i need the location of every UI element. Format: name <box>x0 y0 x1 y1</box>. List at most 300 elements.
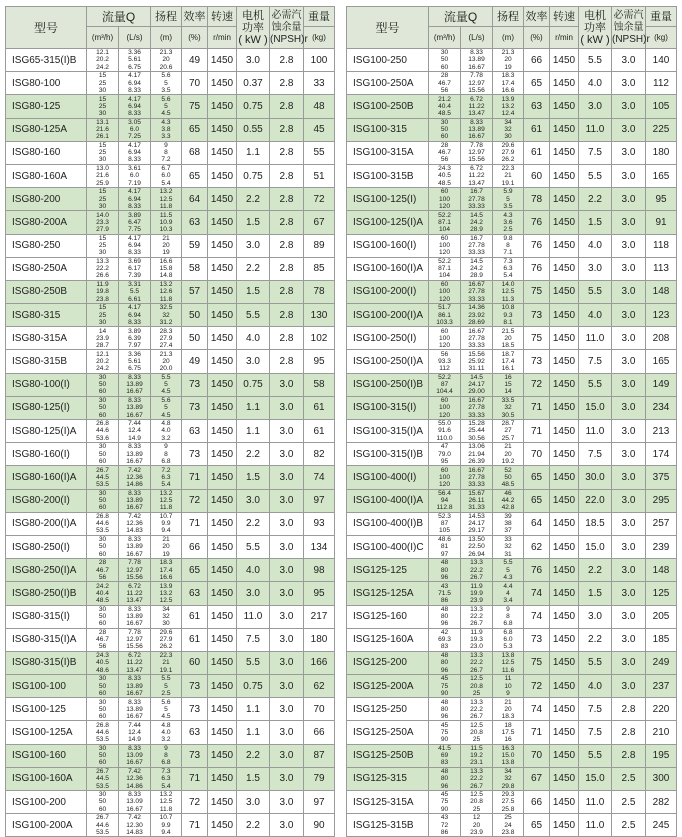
speed-cell: 1450 <box>550 141 579 164</box>
flow-m3h-cell-value: 46.7 <box>438 149 451 157</box>
flow-m3h-cell-value: 13.3 <box>96 257 109 265</box>
flow-m3h-cell-value: 94 <box>440 497 449 505</box>
head-cell <box>493 211 524 234</box>
flow-ls-cell <box>461 744 493 767</box>
head-cell-value: 11.3 <box>501 295 515 303</box>
flow-m3h-cell <box>87 814 119 837</box>
head-cell <box>151 396 182 419</box>
flow-m3h-cell-value: 80 <box>440 775 449 783</box>
head-cell-value: 42.8 <box>501 504 515 512</box>
flow-m3h-cell-value: 90 <box>440 736 449 744</box>
motor-power-cell: 1.5 <box>579 582 612 605</box>
flow-ls-cell-value: 27.78 <box>468 288 485 296</box>
flow-m3h-cell <box>87 698 119 721</box>
flow-ls-cell-value: 22.2 <box>470 659 483 667</box>
model-cell: ISG100-200 <box>6 791 87 814</box>
head-cell-value: 50 <box>504 473 512 481</box>
head-cell-value: 30 <box>504 133 512 141</box>
flow-m3h-cell-value: 69.3 <box>438 636 451 644</box>
efficiency-cell: 73 <box>182 373 208 396</box>
speed-cell: 1450 <box>208 767 237 790</box>
flow-m3h-cell-value: 40.4 <box>96 589 109 597</box>
model-cell: ISG80-315(I)A <box>6 628 87 651</box>
table-row <box>6 327 335 350</box>
flow-ls-cell <box>119 72 151 95</box>
flow-ls-cell-value: 8.33 <box>128 156 141 164</box>
flow-m3h-cell-value: 30 <box>98 536 107 544</box>
npsh-cell: 3.0 <box>270 791 304 814</box>
efficiency-cell: 76 <box>524 211 550 234</box>
model-cell: ISG125-125A <box>347 582 429 605</box>
flow-ls-cell-value: 6.39 <box>128 334 141 342</box>
flow-m3h-cell <box>429 651 461 674</box>
head-cell <box>493 814 524 837</box>
head-cell <box>493 489 524 512</box>
flow-ls-cell-value: 8.33 <box>128 373 141 381</box>
table-row <box>6 211 335 234</box>
table-row <box>347 512 677 535</box>
flow-m3h-cell-value: 96 <box>440 620 449 628</box>
flow-ls-cell-value: 29.17 <box>468 527 485 535</box>
flow-ls-cell-value: 14.53 <box>468 513 485 521</box>
model-cell: ISG100-315(I)A <box>347 420 429 443</box>
motor-power-cell: 5.5 <box>579 49 612 72</box>
head-cell-value: 5.4 <box>503 272 513 280</box>
flow-ls-cell-value: 12.97 <box>126 636 143 644</box>
head-cell <box>493 698 524 721</box>
flow-m3h-cell-value: 30 <box>98 249 107 257</box>
flow-m3h-cell <box>87 466 119 489</box>
head-cell <box>151 489 182 512</box>
head-cell-value: 9.8 <box>503 234 513 242</box>
efficiency-cell: 73 <box>524 350 550 373</box>
table-row <box>347 628 677 651</box>
speed-cell: 1450 <box>550 118 579 141</box>
weight-cell: 208 <box>646 327 677 350</box>
motor-power-cell: 4.0 <box>579 72 612 95</box>
speed-cell: 1450 <box>550 791 579 814</box>
npsh-cell: 3.0 <box>612 675 646 698</box>
head-cell <box>493 535 524 558</box>
table-row <box>6 582 335 605</box>
model-cell: ISG100-250 <box>347 49 429 72</box>
flow-m3h-cell-value: 81 <box>440 543 449 551</box>
flow-ls-cell-value: 22.50 <box>468 543 485 551</box>
weight-cell: 220 <box>646 698 677 721</box>
efficiency-cell: 57 <box>182 280 208 303</box>
weight-cell: 245 <box>646 814 677 837</box>
table-row <box>347 698 677 721</box>
head-cell-value: 8.1 <box>503 318 513 326</box>
flow-ls-cell-value: 23.9 <box>470 597 483 604</box>
table-row <box>347 234 677 257</box>
table-row <box>6 512 335 535</box>
head-cell-value: 3.4 <box>503 597 513 604</box>
flow-m3h-cell <box>429 721 461 744</box>
flow-ls-cell-value: 12.30 <box>126 821 143 829</box>
head-cell-value: 19 <box>162 550 170 558</box>
flow-m3h-cell-value: 71.5 <box>438 589 451 597</box>
flow-m3h-cell-value: 22.2 <box>96 265 109 273</box>
efficiency-cell: 49 <box>182 350 208 373</box>
table-row <box>347 767 677 790</box>
flow-m3h-cell <box>87 791 119 814</box>
flow-ls-cell-value: 26.7 <box>470 782 483 790</box>
efficiency-cell: 63 <box>182 582 208 605</box>
efficiency-cell: 65 <box>182 164 208 187</box>
head-cell-value: 32 <box>504 543 512 551</box>
flow-m3h-cell-value: 40.5 <box>96 659 109 667</box>
speed-cell: 1450 <box>208 304 237 327</box>
npsh-cell: 3.0 <box>612 257 646 280</box>
flow-ls-cell-value: 4.17 <box>128 234 141 242</box>
head-cell-value: 4.5 <box>161 110 171 118</box>
flow-m3h-cell-value: 80 <box>440 705 449 713</box>
head-cell-value: 17.4 <box>501 79 515 87</box>
speed-cell: 1450 <box>550 559 579 582</box>
flow-m3h-cell-value: 30 <box>98 156 107 164</box>
head-cell <box>493 466 524 489</box>
model-cell: ISG100-160(I)A <box>347 257 429 280</box>
head-cell <box>493 118 524 141</box>
head-cell-value: 32 <box>162 311 170 319</box>
efficiency-cell: 73 <box>182 698 208 721</box>
flow-ls-cell-value: 15.56 <box>468 350 485 358</box>
speed-cell: 1450 <box>550 651 579 674</box>
flow-ls-cell-value: 12.97 <box>468 149 485 157</box>
flow-ls-cell-value: 13.3 <box>470 605 483 613</box>
flow-ls-cell <box>461 280 493 303</box>
weight-cell: 102 <box>304 327 335 350</box>
flow-ls-cell-value: 25 <box>472 805 481 813</box>
head-cell-value: 7.2 <box>161 466 171 474</box>
motor-power-cell: 1.5 <box>237 767 270 790</box>
motor-power-cell: 2.2 <box>579 188 612 211</box>
flow-m3h-cell-value: 50 <box>98 404 107 412</box>
head-cell-value: 25 <box>504 814 512 822</box>
head-cell-value: 18.3 <box>159 559 173 567</box>
flow-m3h-cell-value: 50 <box>440 126 449 134</box>
flow-ls-cell-value: 13.47 <box>468 110 485 118</box>
speed-cell: 1450 <box>208 72 237 95</box>
speed-cell: 1450 <box>208 327 237 350</box>
flow-m3h-cell-value: 52.2 <box>438 211 451 219</box>
head-cell <box>493 257 524 280</box>
head-cell-value: 3.6 <box>503 218 513 226</box>
table-row <box>347 489 677 512</box>
table-row <box>6 466 335 489</box>
motor-power-cell: 2.2 <box>579 628 612 651</box>
model-cell: ISG80-315(I)B <box>6 651 87 674</box>
head-cell <box>493 420 524 443</box>
flow-m3h-cell-value: 72 <box>440 821 449 829</box>
flow-m3h-cell-value: 75 <box>440 798 449 806</box>
flow-ls-cell-value: 27.78 <box>468 195 485 203</box>
flow-m3h-cell-value: 23.9 <box>96 334 109 342</box>
flow-m3h-cell <box>429 420 461 443</box>
flow-ls-cell-value: 13.47 <box>468 179 485 187</box>
flow-ls-cell-value: 16.67 <box>126 689 143 697</box>
flow-ls-cell-value: 6.72 <box>128 582 141 590</box>
npsh-cell: 2.8 <box>612 698 646 721</box>
npsh-cell: 3.0 <box>612 164 646 187</box>
head-cell-value: 8 <box>506 612 510 620</box>
speed-cell: 1450 <box>550 211 579 234</box>
model-cell: ISG65-315(I)B <box>6 49 87 72</box>
flow-m3h-cell-value: 96 <box>440 666 449 674</box>
npsh-cell: 3.0 <box>612 211 646 234</box>
head-cell-value: 5.9 <box>503 188 513 196</box>
head-cell <box>151 304 182 327</box>
weight-cell: 61 <box>304 396 335 419</box>
flow-ls-cell-value: 22.2 <box>470 612 483 620</box>
model-cell: ISG80-125A <box>6 118 87 141</box>
head-cell <box>151 164 182 187</box>
flow-ls-cell-value: 15.56 <box>468 86 485 94</box>
head-cell-value: 28.7 <box>501 420 515 428</box>
flow-ls-cell-value: 16.67 <box>126 759 143 767</box>
table-row <box>6 559 335 582</box>
flow-ls-cell-value: 23.92 <box>468 311 485 319</box>
flow-m3h-cell-value: 50 <box>440 56 449 64</box>
head-cell-value: 27.9 <box>159 636 173 644</box>
motor-power-cell: 4.0 <box>579 304 612 327</box>
flow-ls-cell-value: 16.7 <box>470 234 483 242</box>
flow-ls-cell-value: 6.17 <box>128 265 141 273</box>
flow-m3h-cell-value: 86.1 <box>438 311 451 319</box>
motor-power-cell: 3.0 <box>237 582 270 605</box>
efficiency-cell: 61 <box>524 118 550 141</box>
table-row <box>347 443 677 466</box>
flow-ls-cell-value: 23.1 <box>470 759 483 767</box>
flow-ls-cell <box>461 396 493 419</box>
motor-power-cell: 22.0 <box>579 489 612 512</box>
flow-ls-cell <box>119 95 151 118</box>
weight-cell: 79 <box>304 767 335 790</box>
flow-m3h-cell <box>429 628 461 651</box>
flow-m3h-cell-value: 44.5 <box>96 775 109 783</box>
model-cell: ISG100-315B <box>347 164 429 187</box>
flow-m3h-cell-value: 30 <box>98 202 107 210</box>
head-cell-value: 18.3 <box>501 712 515 720</box>
npsh-cell: 3.0 <box>612 141 646 164</box>
flow-ls-cell-value: 14.86 <box>126 481 143 489</box>
flow-m3h-cell-value: 104 <box>438 272 450 280</box>
speed-cell: 1450 <box>208 49 237 72</box>
flow-ls-cell-value: 8.33 <box>128 249 141 257</box>
motor-power-cell: 3.0 <box>237 350 270 373</box>
head-cell-value: 7.1 <box>503 249 513 257</box>
flow-m3h-cell-value: 23.8 <box>96 295 109 303</box>
table-row <box>6 234 335 257</box>
weight-cell: 180 <box>304 628 335 651</box>
weight-cell: 140 <box>646 49 677 72</box>
flow-ls-cell-value: 19.3 <box>470 636 483 644</box>
table-row <box>347 791 677 814</box>
head-cell-value: 21 <box>504 443 512 451</box>
head-cell-value: 8 <box>506 241 510 249</box>
head-cell-value: 32 <box>504 404 512 412</box>
flow-ls-cell <box>119 304 151 327</box>
speed-cell: 1450 <box>208 489 237 512</box>
flow-ls-cell-value: 13.3 <box>470 652 483 660</box>
efficiency-cell: 75 <box>524 327 550 350</box>
npsh-cell: 3.0 <box>270 721 304 744</box>
motor-power-cell: 3.0 <box>579 605 612 628</box>
flow-m3h-cell-value: 25 <box>98 241 107 249</box>
head-cell-value: 33 <box>504 536 512 544</box>
model-cell: ISG100-125(I)A <box>347 211 429 234</box>
flow-ls-cell-value: 8.33 <box>128 443 141 451</box>
flow-m3h-cell-value: 48.6 <box>96 666 109 674</box>
efficiency-cell: 64 <box>524 512 550 535</box>
flow-m3h-cell-value: 12.1 <box>96 49 109 57</box>
efficiency-cell: 70 <box>524 443 550 466</box>
flow-ls-cell <box>119 327 151 350</box>
head-cell-value: 30.5 <box>501 411 515 419</box>
model-cell: ISG80-200 <box>6 188 87 211</box>
flow-m3h-cell-value: 60 <box>98 388 107 396</box>
header-eff-unit: (%) <box>524 27 550 49</box>
flow-ls-cell-value: 7.75 <box>128 226 141 233</box>
weight-cell: 90 <box>304 814 335 837</box>
speed-cell: 1450 <box>208 628 237 651</box>
flow-m3h-cell-value: 23.3 <box>96 218 109 226</box>
flow-ls-cell-value: 20 <box>472 821 481 829</box>
flow-m3h-cell-value: 19.8 <box>96 288 109 296</box>
head-cell <box>151 49 182 72</box>
flow-m3h-cell-value: 11.9 <box>96 281 109 289</box>
head-cell-value: 31.2 <box>159 318 173 326</box>
flow-ls-cell-value: 15.28 <box>468 420 485 428</box>
flow-ls-cell-value: 7.44 <box>128 721 141 729</box>
table-row <box>6 95 335 118</box>
model-cell: ISG100-125A <box>6 721 87 744</box>
table-row <box>347 814 677 837</box>
motor-power-cell: 1.5 <box>579 211 612 234</box>
head-cell-value: 12.6 <box>159 288 173 296</box>
flow-ls-cell-value: 23.0 <box>470 643 483 651</box>
flow-m3h-cell-value: 25 <box>98 149 107 157</box>
flow-ls-cell-value: 11.9 <box>470 582 483 590</box>
model-cell: ISG80-160 <box>6 141 87 164</box>
npsh-cell: 3.0 <box>270 512 304 535</box>
model-cell: ISG80-160A <box>6 164 87 187</box>
flow-m3h-cell-value: 26.7 <box>96 814 109 822</box>
flow-m3h-cell <box>429 118 461 141</box>
head-cell <box>151 605 182 628</box>
flow-ls-cell <box>461 49 493 72</box>
npsh-cell: 3.0 <box>612 304 646 327</box>
head-cell-value: 18.5 <box>501 341 515 349</box>
speed-cell: 1450 <box>550 49 579 72</box>
table-row <box>6 721 335 744</box>
npsh-cell: 3.0 <box>270 605 304 628</box>
efficiency-cell: 73 <box>182 443 208 466</box>
motor-power-cell: 30.0 <box>579 466 612 489</box>
flow-m3h-cell-value: 44.6 <box>96 821 109 829</box>
flow-ls-cell-value: 8.33 <box>128 791 141 799</box>
table-row <box>347 350 677 373</box>
flow-m3h-cell-value: 53.6 <box>96 434 109 442</box>
flow-ls-cell-value: 16.67 <box>468 133 485 141</box>
head-cell-value: 16.1 <box>501 365 515 373</box>
flow-ls-cell-value: 7.42 <box>128 466 141 474</box>
head-cell-value: 4.0 <box>161 728 171 736</box>
head-cell-value: 17.4 <box>501 357 515 365</box>
head-cell-value: 15 <box>504 381 512 389</box>
speed-cell: 1450 <box>550 582 579 605</box>
efficiency-cell: 50 <box>182 304 208 327</box>
flow-ls-cell-value: 7.44 <box>128 420 141 428</box>
flow-ls-cell-value: 5.5 <box>129 288 140 296</box>
weight-cell: 51 <box>304 164 335 187</box>
flow-m3h-cell <box>87 257 119 280</box>
model-cell: ISG125-125 <box>347 559 429 582</box>
flow-m3h-cell <box>87 559 119 582</box>
efficiency-cell: 70 <box>182 72 208 95</box>
head-cell-value: 5.6 <box>161 72 171 80</box>
head-cell <box>493 164 524 187</box>
head-cell-value: 2.5 <box>503 226 513 233</box>
flow-ls-cell-value: 13.89 <box>126 682 143 690</box>
flow-ls-cell-value: 6.0 <box>129 172 140 180</box>
table-row <box>347 721 677 744</box>
header-weight-unit: (kg) <box>646 27 677 49</box>
table-row <box>347 188 677 211</box>
flow-ls-cell-value: 22.2 <box>470 566 483 574</box>
head-cell <box>493 582 524 605</box>
npsh-cell: 2.8 <box>270 327 304 350</box>
flow-ls-cell-value: 4.17 <box>128 72 141 80</box>
flow-m3h-cell-value: 30 <box>98 373 107 381</box>
motor-power-cell: 4.0 <box>579 675 612 698</box>
head-cell-value: 10.8 <box>501 304 515 312</box>
head-cell <box>151 512 182 535</box>
flow-ls-cell-value: 33.33 <box>468 202 485 210</box>
flow-m3h-cell-value: 100 <box>438 288 450 296</box>
flow-ls-cell-value: 13.09 <box>126 798 143 806</box>
flow-m3h-cell-value: 90 <box>440 805 449 813</box>
table-row <box>6 420 335 443</box>
flow-m3h-cell-value: 25 <box>98 311 107 319</box>
head-cell-value: 29.3 <box>501 791 515 799</box>
flow-ls-cell-value: 25.92 <box>468 357 485 365</box>
model-cell: ISG80-200A <box>6 211 87 234</box>
speed-cell: 1450 <box>550 698 579 721</box>
flow-ls-cell <box>119 651 151 674</box>
flow-m3h-cell-value: 44.6 <box>96 520 109 528</box>
flow-m3h-cell <box>429 791 461 814</box>
flow-ls-cell-value: 13.89 <box>126 612 143 620</box>
flow-ls-cell-value: 8.33 <box>470 49 483 57</box>
head-cell <box>493 327 524 350</box>
head-cell-value: 3.2 <box>161 434 171 442</box>
npsh-cell: 3.0 <box>612 605 646 628</box>
head-cell-value: 20 <box>504 705 512 713</box>
speed-cell: 1450 <box>208 582 237 605</box>
header-flow: 流量Q <box>429 7 493 27</box>
weight-cell: 148 <box>646 559 677 582</box>
table-row <box>347 118 677 141</box>
model-cell: ISG80-100 <box>6 72 87 95</box>
flow-m3h-cell <box>87 535 119 558</box>
weight-cell: 33 <box>304 72 335 95</box>
flow-m3h-cell <box>429 164 461 187</box>
model-cell: ISG125-315A <box>347 791 429 814</box>
head-cell-value: 4.0 <box>161 427 171 435</box>
table-row <box>6 675 335 698</box>
